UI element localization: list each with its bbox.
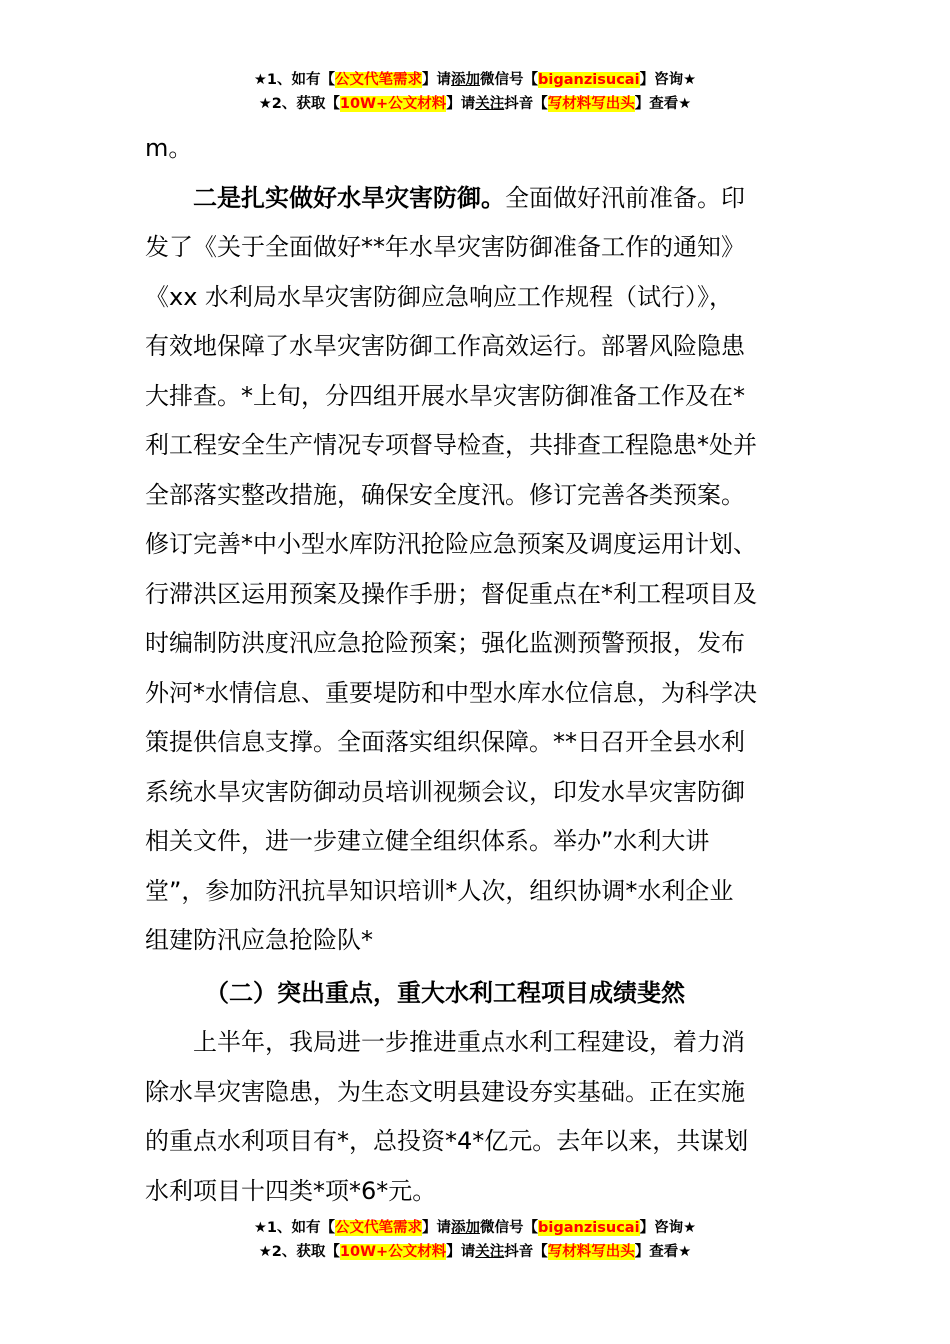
highlight-wechat-id: biganzisucai: [538, 1220, 640, 1236]
banner-line-2: ★2、获取【10W+公文材料】请关注抖音【写材料写出头】查看★: [258, 1244, 692, 1260]
body-line: m。: [145, 134, 193, 162]
banner-line-2: ★2、获取【10W+公文材料】请关注抖音【写材料写出头】查看★: [258, 96, 692, 112]
highlight-service: 公文代笔需求: [335, 1220, 423, 1236]
body-line: 二是扎实做好水旱灾害防御。全面做好汛前准备。印: [193, 183, 745, 212]
highlight-wechat-id: biganzisucai: [538, 72, 640, 88]
header-banner: [0, 68, 950, 116]
body-line: 修订完善*中小型水库防汛抢险应急预案及调度运用计划、: [145, 530, 757, 558]
body-line: 有效地保障了水旱灾害防御工作高效运行。部署风险隐患: [145, 332, 745, 360]
footer-banner: [0, 1216, 950, 1264]
banner-line-1: ★1、如有【公文代笔需求】请添加微信号【biganzisucai】咨询★: [253, 72, 697, 88]
body-line: 堂”，参加防汛抗旱知识培训*人次，组织协调*水利企业: [145, 876, 734, 905]
highlight-service: 公文代笔需求: [335, 72, 423, 88]
body-line: 行滞洪区运用预案及操作手册；督促重点在*利工程项目及: [145, 579, 757, 608]
body-line: 组建防汛应急抢险队*: [145, 926, 373, 954]
document-body: [145, 124, 810, 1216]
body-line: 水利项目十四类*项*6*元。: [145, 1176, 437, 1205]
section-heading: （二）突出重点，重大水利工程项目成绩斐然: [205, 978, 685, 1007]
highlight-materials: 10W+公文材料: [339, 1244, 447, 1260]
highlight-douyin-id: 写材料写出头: [547, 1244, 635, 1260]
body-line: 时编制防洪度汛应急抢险预案；强化监测预警预报，发布: [145, 629, 745, 657]
body-line: 策提供信息支撑。全面落实组织保障。**日召开全县水利: [145, 728, 745, 756]
body-line: 外河*水情信息、重要堤防和中型水库水位信息，为科学决: [145, 678, 757, 707]
highlight-materials: 10W+公文材料: [339, 96, 447, 112]
body-line: 系统水旱灾害防御动员培训视频会议，印发水旱灾害防御: [145, 777, 745, 806]
body-line: 利工程安全生产情况专项督导检查，共排查工程隐患*处并: [145, 431, 757, 459]
highlight-douyin-id: 写材料写出头: [547, 96, 635, 112]
section-lead: 二是扎实做好水旱灾害防御。: [193, 183, 505, 212]
banner-line-1: ★1、如有【公文代笔需求】请添加微信号【biganzisucai】咨询★: [253, 1220, 697, 1236]
body-line: 除水旱灾害隐患，为生态文明县建设夯实基础。正在实施: [145, 1077, 745, 1106]
body-line: 的重点水利项目有*，总投资*4*亿元。去年以来，共谋划: [145, 1127, 749, 1155]
body-line: 全部落实整改措施，确保安全度汛。修订完善各类预案。: [145, 480, 745, 509]
body-line: 上半年，我局进一步推进重点水利工程建设，着力消: [193, 1028, 745, 1056]
body-line: 大排查。*上旬，分四组开展水旱灾害防御准备工作及在*: [145, 381, 745, 410]
body-line: 发了《关于全面做好**年水旱灾害防御准备工作的通知》: [145, 233, 745, 261]
body-line: 相关文件，进一步建立健全组织体系。举办”水利大讲: [145, 827, 710, 855]
body-line: 《xx 水利局水旱灾害防御应急响应工作规程（试行）》，: [145, 282, 734, 311]
